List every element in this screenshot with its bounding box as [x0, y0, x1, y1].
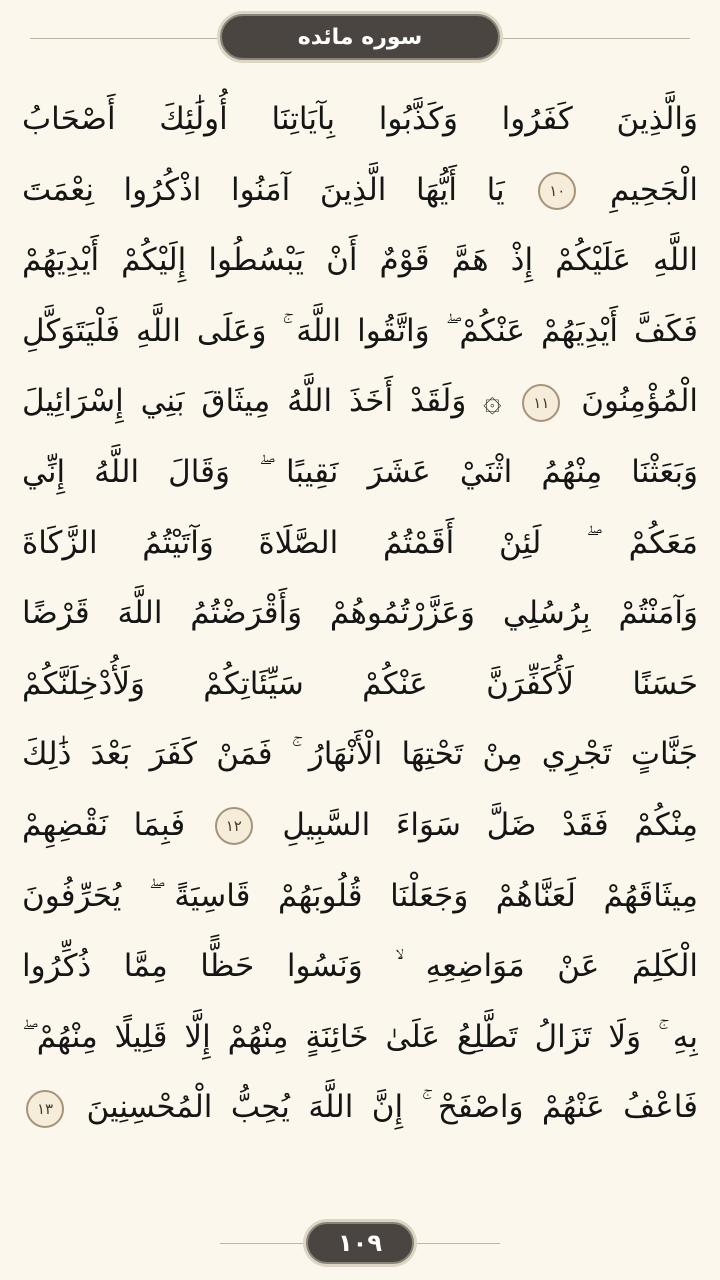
verse-text: مِيثَاقَهُمْ لَعَنَّاهُمْ وَجَعَلْنَا قُلُوبَهُمْ قَاسِيَةً ۖ يُحَرِّفُونَ: [22, 877, 698, 914]
page-header: [0, 14, 720, 62]
verse-text: ۞ وَلَقَدْ أَخَذَ اللَّهُ مِيثَاقَ بَنِي إِسْرَائِيلَ: [22, 383, 502, 420]
verse-text: جَنَّاتٍ تَجْرِي مِنْ تَحْتِهَا الْأَنْهَارُ ۚ فَمَنْ كَفَرَ بَعْدَ ذَٰلِكَ: [22, 736, 698, 773]
verse-text: فَكَفَّ أَيْدِيَهُمْ عَنْكُمْ ۖ وَاتَّقُوا اللَّهَ ۚ وَعَلَى اللَّهِ فَلْيَتَوَكَّلِ: [22, 312, 698, 349]
verse-line: [22, 437, 698, 508]
verse-text: مِنْكُمْ فَقَدْ ضَلَّ سَوَاءَ السَّبِيلِ: [282, 806, 698, 843]
verse-text: الْمُؤْمِنُونَ: [581, 383, 698, 420]
quran-page-text: [22, 84, 698, 1214]
verse-line: [22, 366, 698, 437]
verse-line: [22, 578, 698, 649]
verse-line: [22, 790, 698, 861]
verse-text: فَاعْفُ عَنْهُمْ وَاصْفَحْ ۚ إِنَّ اللَّهَ يُحِبُّ الْمُحْسِنِينَ: [86, 1089, 698, 1126]
verse-text: الْكَلِمَ عَنْ مَوَاضِعِهِ ۙ وَنَسُوا حَظًّا مِمَّا ذُكِّرُوا: [22, 948, 698, 985]
ayah-number-marker: ١٢: [215, 807, 253, 845]
verse-line: [22, 931, 698, 1002]
verse-line: [22, 649, 698, 720]
verse-text: وَبَعَثْنَا مِنْهُمُ اثْنَيْ عَشَرَ نَقِيبًا ۖ وَقَالَ اللَّهُ إِنِّي: [22, 453, 698, 490]
ayah-number-marker: ١٠: [538, 172, 576, 210]
verse-line: [22, 861, 698, 932]
verse-line: [22, 719, 698, 790]
verse-text: اللَّهِ عَلَيْكُمْ إِذْ هَمَّ قَوْمٌ أَنْ يَبْسُطُوا إِلَيْكُمْ أَيْدِيَهُمْ: [22, 242, 698, 279]
surah-title-badge: [220, 14, 500, 60]
ayah-number-marker: ١٣: [26, 1090, 64, 1128]
verse-text: يَا أَيُّهَا الَّذِينَ آمَنُوا اذْكُرُوا نِعْمَتَ: [22, 171, 505, 208]
page-number: ١٠٩: [338, 1229, 382, 1257]
verse-line: [22, 1002, 698, 1073]
page-footer: [0, 1220, 720, 1270]
verse-text: فَبِمَا نَقْضِهِمْ: [22, 806, 186, 843]
page-number-badge: [306, 1222, 414, 1264]
ayah-number-marker: ١١: [522, 384, 560, 422]
verse-line: [22, 225, 698, 296]
verse-line: [22, 1072, 698, 1143]
verse-line: [22, 508, 698, 579]
verse-line: [22, 296, 698, 367]
verse-text: وَآمَنْتُمْ بِرُسُلِي وَعَزَّرْتُمُوهُمْ وَأَقْرَضْتُمُ اللَّهَ قَرْضًا: [22, 595, 698, 632]
verse-text: حَسَنًا لَأُكَفِّرَنَّ عَنْكُمْ سَيِّئَاتِكُمْ وَلَأُدْخِلَنَّكُمْ: [22, 665, 698, 702]
verse-text: الْجَحِيمِ: [609, 171, 698, 208]
surah-title: سوره مائده: [297, 24, 423, 50]
verse-line: [22, 84, 698, 155]
verse-text: بِهِ ۚ وَلَا تَزَالُ تَطَّلِعُ عَلَىٰ خَائِنَةٍ مِنْهُمْ إِلَّا قَلِيلًا مِنْهُمْ ۖ: [22, 1018, 698, 1055]
verse-text: وَالَّذِينَ كَفَرُوا وَكَذَّبُوا بِآيَاتِنَا أُولَٰئِكَ أَصْحَابُ: [22, 101, 698, 137]
verse-line: [22, 155, 698, 226]
verse-text: مَعَكُمْ ۖ لَئِنْ أَقَمْتُمُ الصَّلَاةَ وَآتَيْتُمُ الزَّكَاةَ: [22, 524, 698, 561]
